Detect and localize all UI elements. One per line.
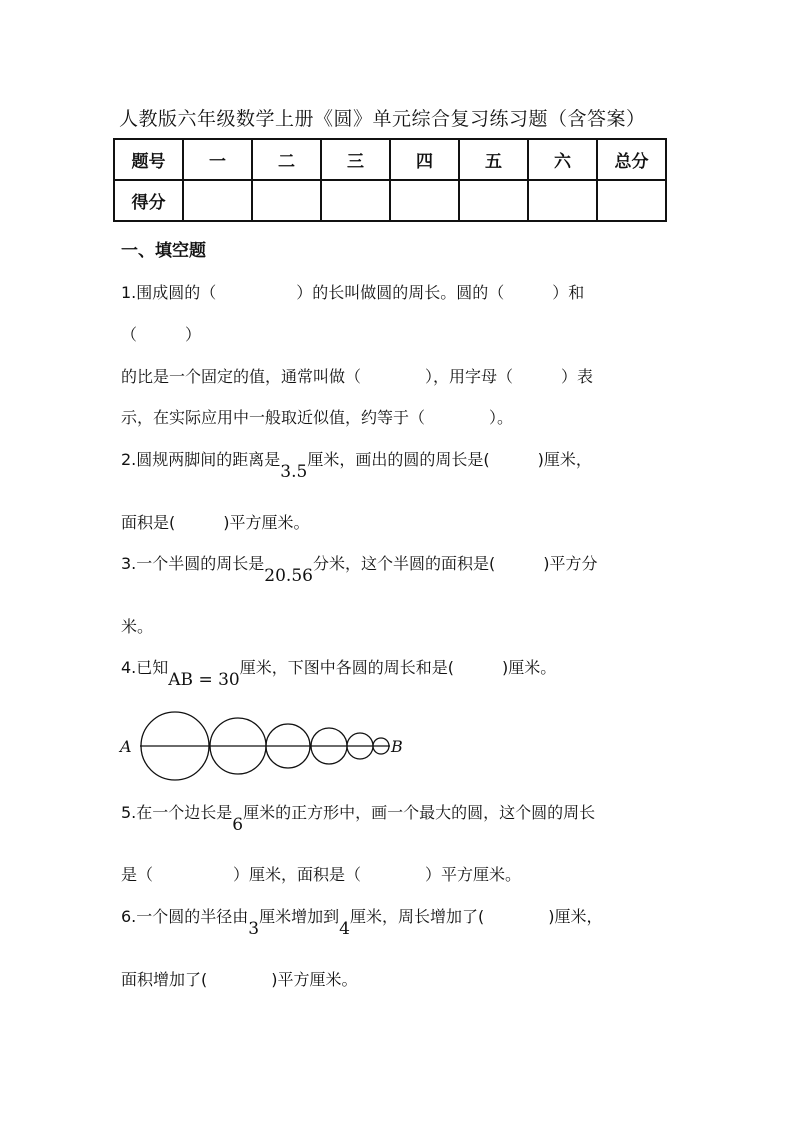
score-row-label: 得分 xyxy=(114,180,183,221)
q4-text-after: 厘米，下图中各圆的周长和是( )厘米。 xyxy=(239,658,557,677)
score-header-cell: 四 xyxy=(390,139,459,180)
q3-text-before: 3.一个半圆的周长是 xyxy=(121,554,265,573)
q4-text-before: 4.已知 xyxy=(121,658,169,677)
score-cell xyxy=(183,180,252,221)
score-table xyxy=(113,138,667,222)
point-b-label: B xyxy=(391,737,403,756)
score-cell xyxy=(321,180,390,221)
score-table-score-row xyxy=(114,180,666,221)
q5-text-after: 厘米的正方形中，画一个最大的圆，这个圆的周长 xyxy=(243,803,596,822)
q6-line2: 面积增加了( )平方厘米。 xyxy=(121,970,358,989)
q6-text-after: 厘米，周长增加了( )厘米， xyxy=(349,907,603,926)
score-header-cell: 六 xyxy=(528,139,597,180)
q3-value: 20.56 xyxy=(264,566,313,586)
q6-value1: 3 xyxy=(248,919,260,939)
q5-line2: 是（ ）厘米，面积是（ ）平方厘米。 xyxy=(121,865,522,884)
q1-line2: （ ） xyxy=(121,325,202,344)
score-cell xyxy=(528,180,597,221)
score-header-cell: 题号 xyxy=(114,139,183,180)
q3-text-after: 分米，这个半圆的面积是( )平方分 xyxy=(312,554,598,573)
q5-value: 6 xyxy=(232,815,244,835)
q4-value: AB = 30 xyxy=(168,670,240,690)
q1-line3: 的比是一个固定的值，通常叫做（ ），用字母（ ）表 xyxy=(121,367,594,386)
q2-line1 xyxy=(121,447,592,482)
q2-text-after: 厘米，画出的圆的周长是( )厘米， xyxy=(307,450,592,469)
score-cell xyxy=(390,180,459,221)
q3-line2: 米。 xyxy=(121,617,154,636)
score-header-cell: 五 xyxy=(459,139,528,180)
q2-text-before: 2.圆规两脚间的距离是 xyxy=(121,450,281,469)
score-header-cell: 一 xyxy=(183,139,252,180)
q5-text-before: 5.在一个边长是 xyxy=(121,803,233,822)
q1-line1: 1.围成圆的（ ）的长叫做圆的周长。圆的（ ）和 xyxy=(121,283,585,302)
score-header-cell: 二 xyxy=(252,139,321,180)
score-cell xyxy=(459,180,528,221)
score-cell xyxy=(252,180,321,221)
q3-line1 xyxy=(121,551,598,586)
q6-text-before: 6.一个圆的半径由 xyxy=(121,907,249,926)
q2-value: 3.5 xyxy=(280,462,308,482)
q6-value2: 4 xyxy=(339,919,350,939)
q4-line1 xyxy=(121,655,557,690)
score-table-header-row xyxy=(114,139,666,180)
q1-line4: 示，在实际应用中一般取近似值，约等于（ ）。 xyxy=(121,408,514,427)
q2-line2: 面积是( )平方厘米。 xyxy=(121,513,310,532)
q6-line1 xyxy=(121,904,603,939)
score-cell xyxy=(597,180,666,221)
score-header-cell: 三 xyxy=(321,139,390,180)
point-a-label: A xyxy=(120,737,132,756)
section-title: 一、填空题 xyxy=(121,241,206,261)
q6-text-mid: 厘米增加到 xyxy=(259,907,340,926)
page-title: 人教版六年级数学上册《圆》单元综合复习练习题（含答案） xyxy=(119,108,646,130)
score-header-cell: 总分 xyxy=(597,139,666,180)
circles-figure xyxy=(110,705,420,789)
q5-line1 xyxy=(121,800,596,835)
